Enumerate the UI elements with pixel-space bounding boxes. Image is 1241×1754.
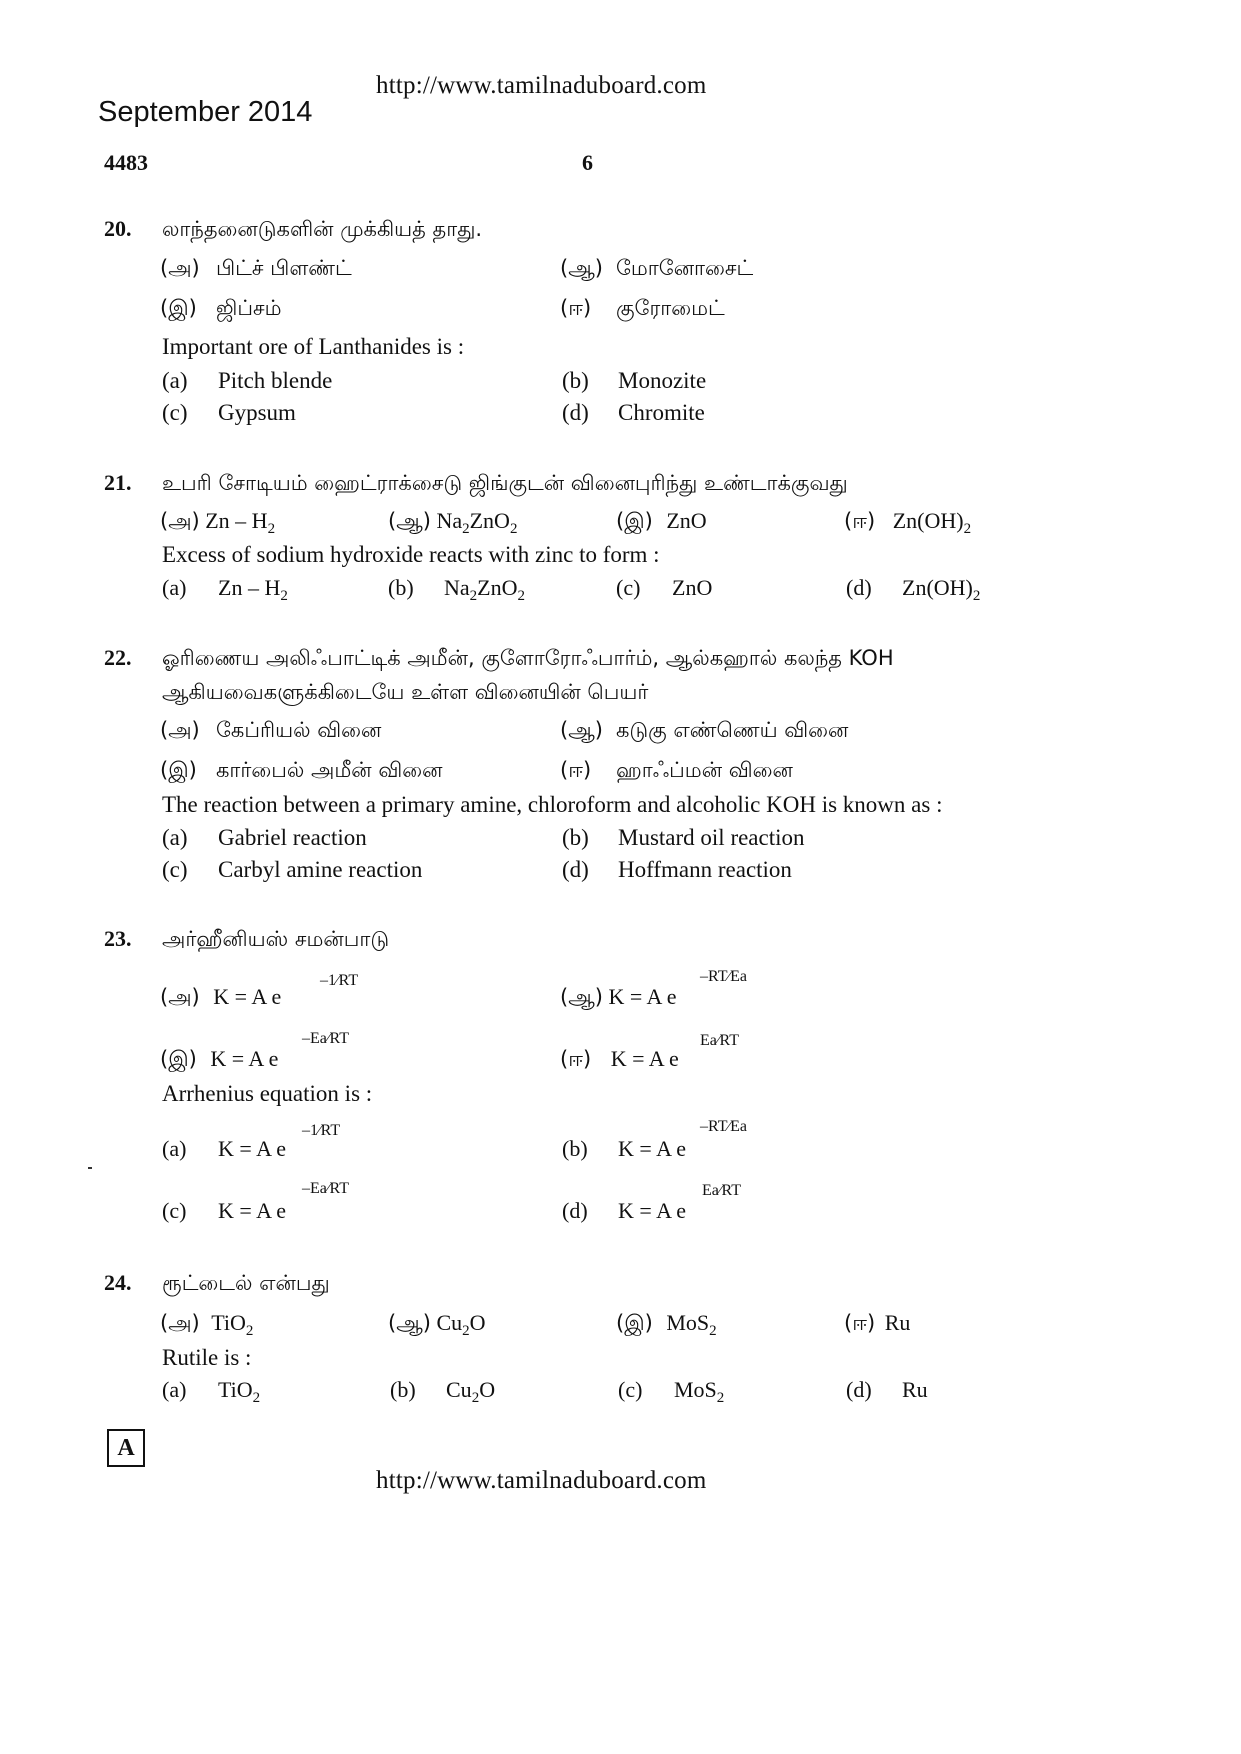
option-english: (b) $Cu_2O$ — [390, 1377, 496, 1406]
option-english: (c) Carbyl amine reaction — [162, 857, 423, 882]
question-number: 21. — [104, 470, 132, 495]
question-text-tamil: ரூட்டைல் என்பது — [162, 1271, 330, 1295]
option-tamil: (ஆ) K = A e –RT⁄Ea — [560, 968, 748, 1009]
question-text-english: The reaction between a primary amine, chloroform and alcoholic KOH is known as : — [162, 792, 943, 817]
equation-exponent: –Ea⁄RT — [302, 1180, 350, 1197]
option-english: (d) K = A e Ea⁄RT — [562, 1182, 742, 1223]
page-number: 6 — [582, 150, 593, 175]
equation-exponent: Ea⁄RT — [702, 1182, 742, 1199]
option-english: (c) ZnO — [616, 575, 713, 600]
option-tamil: (அ) கேப்ரியல் வினை — [160, 718, 382, 742]
option-english: (d) Ru — [846, 1377, 928, 1402]
option-english: (b) Mustard oil reaction — [562, 825, 805, 850]
stray-mark — [88, 1167, 92, 1169]
question-text-english: Arrhenius equation is : — [162, 1081, 373, 1106]
option-english: (c) K = A e –Ea⁄RT — [162, 1180, 350, 1223]
option-english: (c) MoS$_2$ — [618, 1377, 725, 1406]
question-number: 23. — [104, 926, 132, 951]
option-tamil: (ஆ) கடுகு எண்ணெய் வினை — [560, 718, 849, 742]
option-english: (b) K = A e –RT⁄Ea — [562, 1118, 748, 1161]
equation-exponent: –RT⁄Ea — [700, 1118, 748, 1135]
question-text-english: Excess of sodium hydroxide reacts with zinc to form : — [162, 542, 660, 567]
option-english: (a) Gabriel reaction — [162, 825, 367, 850]
option-english: (b) $Na_2ZnO_2$ — [388, 575, 525, 604]
question-text-tamil: ஆகியவைகளுக்கிடையே உள்ள வினையின் பெயர் — [162, 680, 649, 704]
option-english: (d) Hoffmann reaction — [562, 857, 792, 882]
option-english: (b) Monozite — [562, 368, 707, 393]
option-tamil: (இ) ZnO — [616, 508, 707, 533]
option-english: (c) Gypsum — [162, 400, 296, 425]
option-tamil: (அ) பிட்ச் பிளண்ட் — [160, 256, 352, 280]
option-tamil: (ஆ) $Cu_2O$ — [388, 1310, 486, 1339]
option-english: (a) K = A e –1⁄RT — [162, 1122, 341, 1161]
option-english: (d) $Zn(OH)_2$ — [846, 575, 981, 604]
question-number: 22. — [104, 645, 132, 670]
option-tamil: (ஆ) மோனோசைட் — [560, 256, 754, 280]
option-english: (d) Chromite — [562, 400, 705, 425]
question-paper-version-box: A — [107, 1429, 145, 1467]
paper-code: 4483 — [104, 150, 148, 175]
equation-exponent: –Ea⁄RT — [302, 1030, 350, 1047]
option-tamil: (ஈ) ஹாஃப்மன் வினை — [560, 758, 793, 782]
option-tamil: (அ) Zn – $H_2$ — [160, 508, 276, 537]
question-text-tamil: லாந்தனைடுகளின் முக்கியத் தாது. — [162, 217, 483, 241]
option-english: (a) Pitch blende — [162, 368, 333, 393]
footer-url: http://www.tamilnaduboard.com — [376, 1467, 707, 1494]
question-text-english: Important ore of Lanthanides is : — [162, 334, 465, 359]
question-text-tamil: அர்ஹீனியஸ் சமன்பாடு — [162, 927, 390, 951]
header-url: http://www.tamilnaduboard.com — [376, 72, 707, 99]
option-tamil: (அ) K = A e –1⁄RT — [160, 972, 359, 1009]
option-tamil: (இ) ஜிப்சம் — [160, 296, 282, 320]
option-tamil: (ஈ) K = A e Ea⁄RT — [560, 1032, 740, 1071]
option-tamil: (ஈ) Ru — [844, 1310, 911, 1335]
option-tamil: (இ) K = A e –Ea⁄RT — [160, 1030, 350, 1071]
question-text-english: Rutile is : — [162, 1345, 252, 1370]
exam-session: September 2014 — [98, 96, 313, 128]
option-tamil: (ஆ) $Na_2ZnO_2$ — [388, 508, 518, 537]
option-tamil: (ஈ) குரோமைட் — [560, 296, 725, 320]
question-text-tamil: உபரி சோடியம் ஹைட்ராக்சைடு ஜிங்குடன் வினைபுரிந்து உண்டாக்குவது — [162, 471, 848, 495]
equation-exponent: Ea⁄RT — [700, 1032, 740, 1049]
option-tamil: (அ) TiO$_2$ — [160, 1310, 254, 1339]
equation-exponent: –1⁄RT — [302, 1122, 341, 1139]
option-tamil: (ஈ) $Zn(OH)_2$ — [844, 508, 972, 537]
question-text-tamil: ஓரிணைய அலிஃபாட்டிக் அமீன், குளோரோஃபார்ம், ஆல்கஹால் கலந்த KOH — [162, 646, 894, 670]
equation-exponent: –1⁄RT — [320, 972, 359, 989]
option-tamil: (இ) MoS$_2$ — [616, 1310, 717, 1339]
question-number: 20. — [104, 216, 132, 241]
option-tamil: (இ) கார்பைல் அமீன் வினை — [160, 758, 443, 782]
equation-exponent: –RT⁄Ea — [700, 968, 748, 985]
option-english: (a) TiO$_2$ — [162, 1377, 261, 1406]
question-number: 24. — [104, 1270, 132, 1295]
option-english: (a) Zn – $H_2$ — [162, 575, 288, 604]
